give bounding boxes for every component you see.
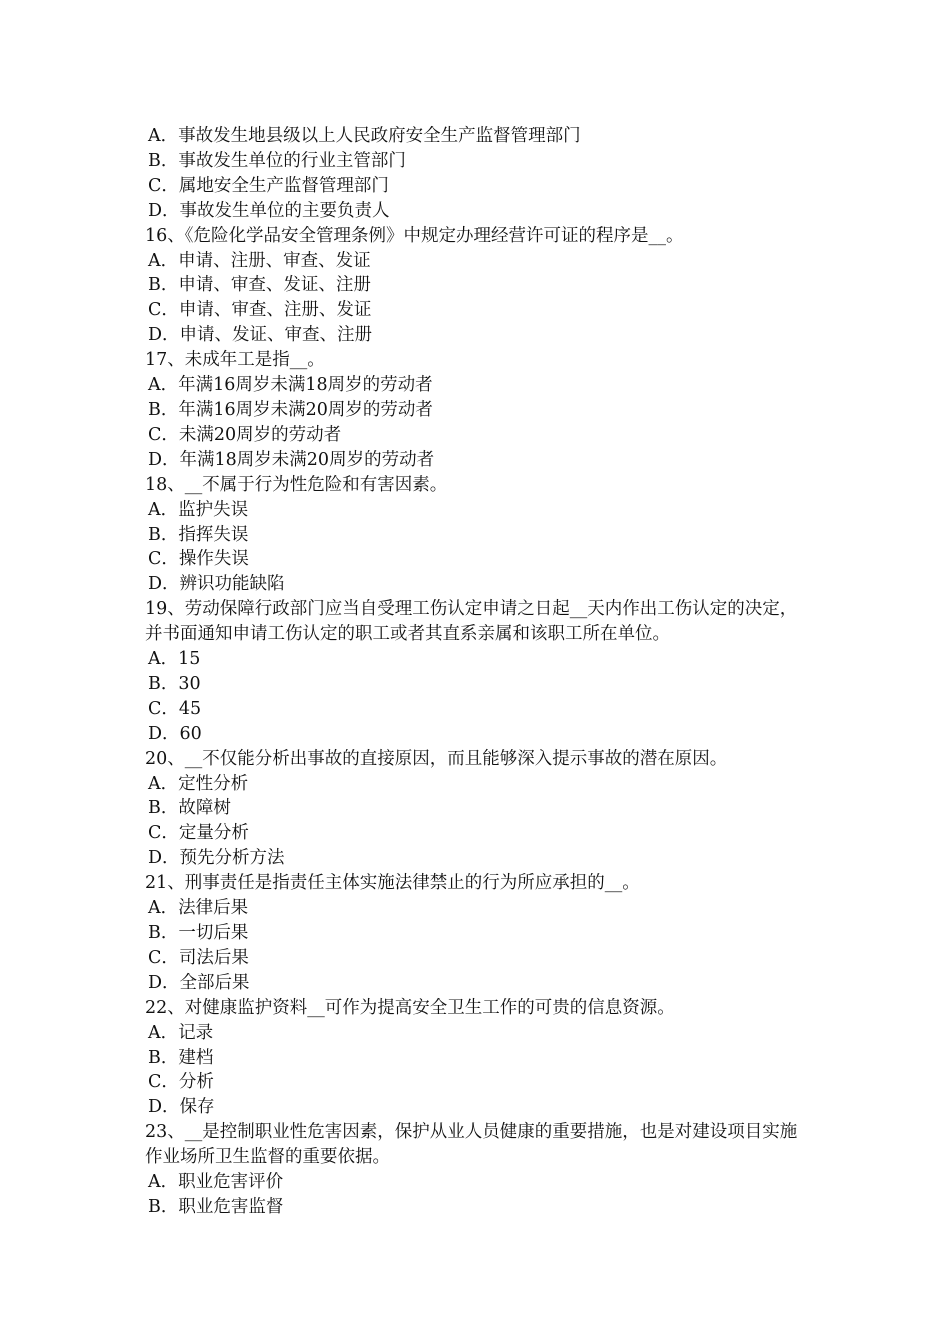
option-a: A．申请、注册、审查、发证 (148, 250, 371, 271)
option-a: A．事故发生地县级以上人民政府安全生产监督管理部门 (148, 126, 581, 146)
question-23 (145, 1120, 810, 1220)
option-c: C．定量分析 (148, 823, 249, 844)
option-b: B．年满16周岁未满20周岁的劳动者 (148, 399, 433, 420)
option-a: A．职业危害评价 (148, 1172, 284, 1193)
option-b: B．建档 (148, 1047, 214, 1068)
option-c: C．分析 (148, 1072, 214, 1093)
question-stem: 23、__是控制职业性危害因素，保护从业人员健康的重要措施，也是对建设项目实施作业场所卫生监督的重要依据。 (145, 1122, 798, 1168)
option-b: B．一切后果 (148, 923, 249, 943)
exam-content (145, 124, 810, 1220)
option-c: C．未满20周岁的劳动者 (148, 424, 342, 445)
lead-options (145, 124, 810, 224)
option-b: B．30 (148, 673, 201, 694)
option-d: D．60 (148, 723, 202, 744)
option-b: B．指挥失误 (148, 524, 249, 545)
question-22 (145, 996, 810, 1121)
option-b: B．事故发生单位的行业主管部门 (148, 150, 406, 171)
option-c: C．司法后果 (148, 947, 249, 968)
question-20 (145, 747, 810, 872)
question-stem: 22、对健康监护资料__可作为提高安全卫生工作的可贵的信息资源。 (145, 997, 675, 1018)
question-stem: 17、未成年工是指__。 (145, 350, 325, 371)
question-19 (145, 597, 810, 746)
option-d: D．申请、发证、审查、注册 (148, 325, 373, 346)
option-b: B．故障树 (148, 798, 231, 819)
option-d: D．年满18周岁未满20周岁的劳动者 (148, 449, 435, 470)
option-c: C．属地安全生产监督管理部门 (148, 175, 389, 196)
option-d: D．预先分析方法 (148, 848, 285, 869)
option-a: A．法律后果 (148, 898, 249, 919)
question-16 (145, 224, 810, 349)
option-a: A．记录 (148, 1022, 214, 1043)
option-a: A．年满16周岁未满18周岁的劳动者 (148, 375, 433, 396)
question-stem: 19、劳动保障行政部门应当自受理工伤认定申请之日起__天内作出工伤认定的决定，并书面通知申请工伤认定的职工或者其直系亲属和该职工所在单位。 (145, 599, 798, 645)
question-stem: 18、__不属于行为性危险和有害因素。 (145, 474, 448, 495)
option-d: D．保存 (148, 1097, 215, 1118)
option-c: C．45 (148, 698, 202, 719)
question-stem: 16、《危险化学品安全管理条例》中规定办理经营许可证的程序是__。 (145, 225, 684, 246)
option-d: D．事故发生单位的主要负责人 (148, 200, 390, 221)
option-b: B．职业危害监督 (148, 1196, 284, 1217)
question-18 (145, 473, 810, 598)
question-stem: 21、刑事责任是指责任主体实施法律禁止的行为所应承担的__。 (145, 873, 640, 894)
option-c: C．操作失误 (148, 549, 249, 570)
option-d: D．全部后果 (148, 972, 250, 993)
option-a: A．15 (148, 649, 201, 670)
option-c: C．申请、审查、注册、发证 (148, 300, 372, 321)
option-a: A．监护失误 (148, 499, 249, 520)
question-17 (145, 348, 810, 473)
question-21 (145, 871, 810, 996)
option-d: D．辨识功能缺陷 (148, 574, 285, 595)
option-a: A．定性分析 (148, 773, 249, 794)
question-stem: 20、__不仅能分析出事故的直接原因，而且能够深入提示事故的潜在原因。 (145, 748, 728, 769)
option-b: B．申请、审查、发证、注册 (148, 275, 371, 296)
